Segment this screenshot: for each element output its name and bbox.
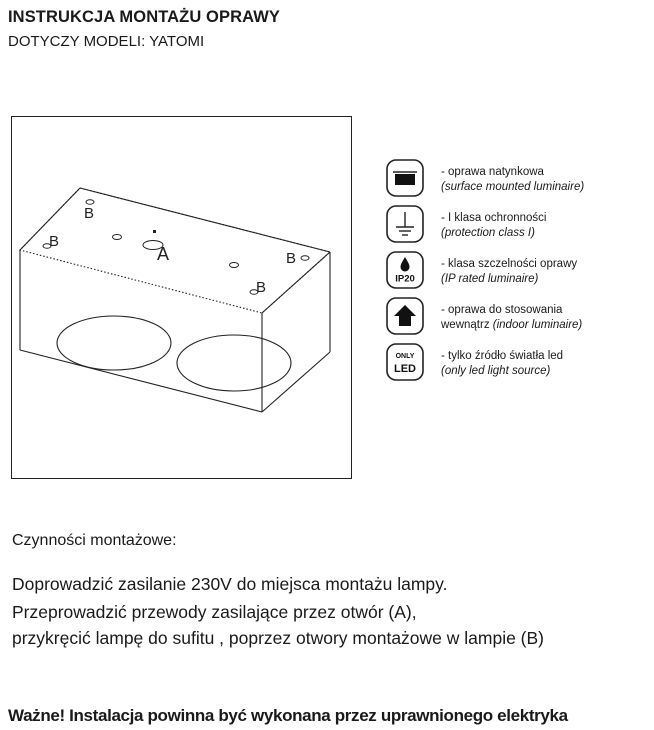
light-opening-right [177, 335, 291, 391]
instruction-line: Przeprowadzić przewody zasilające przez otwór (A), [12, 602, 417, 622]
legend-item-protection-class [386, 205, 654, 249]
hole-label-b: B [256, 279, 267, 296]
indoor-house-icon [386, 297, 424, 335]
only-led-icon [386, 343, 424, 381]
legend-pl-text-2: wewnątrz [441, 319, 490, 331]
hole-label-b: B [84, 205, 95, 222]
led-label: LED [394, 363, 416, 375]
legend-pl-text: - oprawa do stosowania [441, 304, 563, 316]
mounting-hole [86, 200, 94, 205]
legend-en-text: (surface mounted luminaire) [441, 181, 585, 193]
ground-symbol-icon [386, 205, 424, 243]
instruction-line: przykręcić lampę do sufitu , poprzez otwory montażowe w lampie (B) [12, 628, 545, 648]
electrician-warning: Ważne! Instalacja powinna być wykonana przez uprawnionego elektryka [8, 706, 568, 725]
legend-item-ip-rating [386, 251, 654, 295]
light-opening-left [57, 316, 171, 370]
legend-item-indoor [386, 297, 654, 341]
legend-pl-text: - klasa szczelności oprawy [441, 258, 578, 270]
instruction-line: Doprowadzić zasilanie 230V do miejsca montażu lampy. [12, 574, 448, 594]
diagram-frame [12, 117, 352, 479]
legend-en-text: (only led light source) [441, 365, 551, 377]
surface-mounted-icon [386, 159, 424, 197]
screw-dot [153, 230, 156, 233]
legend-pl-text: - tylko źródło światła led [441, 350, 564, 362]
legend-item-only-led [386, 343, 654, 387]
document-subtitle: DOTYCZY MODELI: YATOMI [8, 33, 205, 50]
document-title: INSTRUKCJA MONTAŻU OPRAWY [8, 8, 280, 26]
legend-pl-text: - I klasa ochronności [441, 212, 547, 224]
ip20-label: IP20 [395, 273, 415, 285]
hole-label-a: A [157, 244, 170, 264]
legend-en-text: (indoor luminaire) [492, 319, 583, 331]
ip20-drop-icon [386, 251, 424, 289]
hole-label-b: B [286, 250, 297, 267]
legend-en-text: (IP rated luminaire) [441, 273, 539, 285]
only-label: ONLY [395, 353, 415, 360]
mounting-hole [301, 256, 309, 261]
hole-label-b: B [49, 233, 60, 250]
instructions-heading: Czynności montażowe: [12, 532, 177, 549]
legend-en-text: (protection class I) [441, 227, 535, 239]
legend-item-surface-mounted [386, 159, 654, 203]
legend-pl-text: - oprawa natynkowa [441, 166, 544, 178]
mounting-hole [113, 235, 122, 240]
mounting-hole [230, 263, 239, 268]
